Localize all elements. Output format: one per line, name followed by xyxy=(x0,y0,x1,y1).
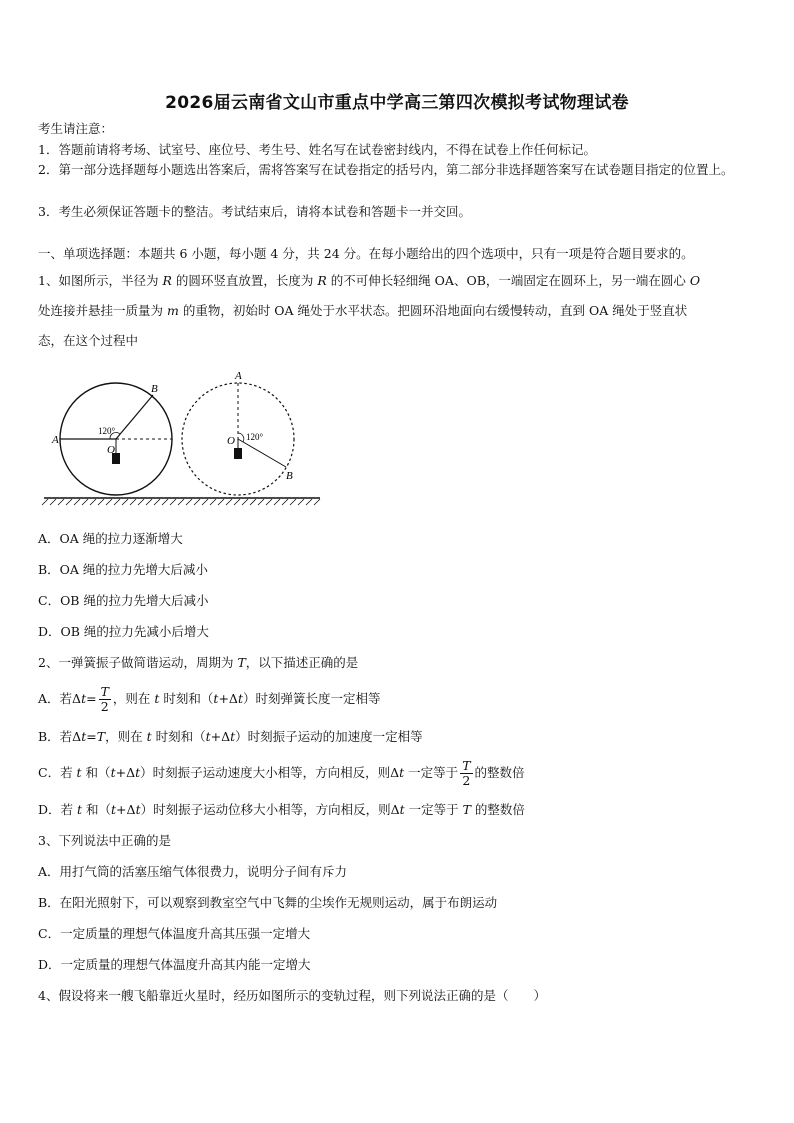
rope-ob-right xyxy=(238,439,286,467)
section-heading: 一、单项选择题：本题共 6 小题，每小题 4 分，共 24 分。在每小题给出的四个选项中，只有一项是符合题目要求的。 xyxy=(38,246,694,261)
q1-stem-line2: 处连接并悬挂一质量为 m 的重物，初始时 OA 绳处于水平状态。把圆环沿地面向右缓慢转动，直到 OA 绳处于竖直状 xyxy=(38,303,688,318)
svg-text:O: O xyxy=(227,435,235,447)
weight-block-right xyxy=(234,448,242,459)
svg-text:B: B xyxy=(286,470,293,482)
q4-stem: 4、假设将来一艘飞船靠近火星时，经历如图所示的变轨过程，则下列说法正确的是（ ） xyxy=(38,988,546,1003)
notice-item-3: 3．考生必须保证答题卡的整洁。考试结束后，请将本试卷和答题卡一并交回。 xyxy=(38,204,471,219)
q2-option-b: B．若Δt=T，则在 t 时刻和（t+Δt）时刻振子运动的加速度一定相等 xyxy=(38,729,423,744)
q1-option-a: A．OA 绳的拉力逐渐增大 xyxy=(38,531,183,546)
q1-stem-line1: 1、如图所示，半径为 R 的圆环竖直放置，长度为 R 的不可伸长轻细绳 OA、OB，一端固定在圆环上，另一端在圆心 O xyxy=(38,273,701,288)
q3-stem: 3、下列说法中正确的是 xyxy=(38,833,171,848)
q3-option-c: C．一定质量的理想气体温度升高其压强一定增大 xyxy=(38,926,311,941)
svg-text:A: A xyxy=(52,434,59,446)
rope-ob xyxy=(116,395,153,439)
q2-option-a: A．若Δt= $\frac{T}{2}$ ，则在 t 时刻和（t+Δt）时刻弹簧长度一定相等 xyxy=(38,684,381,714)
q1-option-b: B．OA 绳的拉力先增大后减小 xyxy=(38,562,208,577)
q3-option-d: D．一定质量的理想气体温度升高其内能一定增大 xyxy=(38,957,311,972)
fraction-t-over-2: $\frac{T}{2}$ xyxy=(462,758,471,788)
right-ring-diagram xyxy=(182,370,294,495)
q3-option-b: B．在阳光照射下，可以观察到教室空气中飞舞的尘埃作无规则运动，属于布朗运动 xyxy=(38,895,498,910)
q1-stem-line3: 态，在这个过程中 xyxy=(38,333,139,348)
page-title: 2026届云南省文山市重点中学高三第四次模拟考试物理试卷 xyxy=(165,93,629,113)
q2-option-d: D．若 t 和（t+Δt）时刻振子运动位移大小相等，方向相反，则Δt 一定等于 T 的整数倍 xyxy=(38,802,525,817)
svg-text:B: B xyxy=(151,383,158,395)
q2-stem: 2、一弹簧振子做简谐运动，周期为 T，以下描述正确的是 xyxy=(38,655,359,670)
q2-option-c: C．若 t 和（t+Δt）时刻振子运动速度大小相等，方向相反，则Δt 一定等于 $\frac{T}{2}$ 的整数倍 xyxy=(38,758,525,788)
q3-option-a: A．用打气筒的活塞压缩气体很费力，说明分子间有斥力 xyxy=(38,864,348,879)
svg-text:O: O xyxy=(107,444,115,456)
svg-text:120°: 120° xyxy=(98,426,116,436)
ground-hatch xyxy=(42,499,320,505)
left-ring-diagram xyxy=(51,383,172,495)
q1-option-c: C．OB 绳的拉力先增大后减小 xyxy=(38,593,209,608)
svg-text:A: A xyxy=(235,370,242,382)
q1-figure xyxy=(40,362,330,512)
fraction-t-over-2: $\frac{T}{2}$ xyxy=(100,684,109,714)
notice-item-2: 2．第一部分选择题每小题选出答案后，需将答案写在试卷指定的括号内，第二部分非选择题答案写在试卷题目指定的位置上。 xyxy=(38,162,734,177)
notice-heading: 考生请注意： xyxy=(38,121,114,136)
svg-text:120°: 120° xyxy=(246,432,264,442)
q1-option-d: D．OB 绳的拉力先减小后增大 xyxy=(38,624,209,639)
notice-item-1: 1．答题前请将考场、试室号、座位号、考生号、姓名写在试卷密封线内，不得在试卷上作任何标记。 xyxy=(38,142,596,157)
